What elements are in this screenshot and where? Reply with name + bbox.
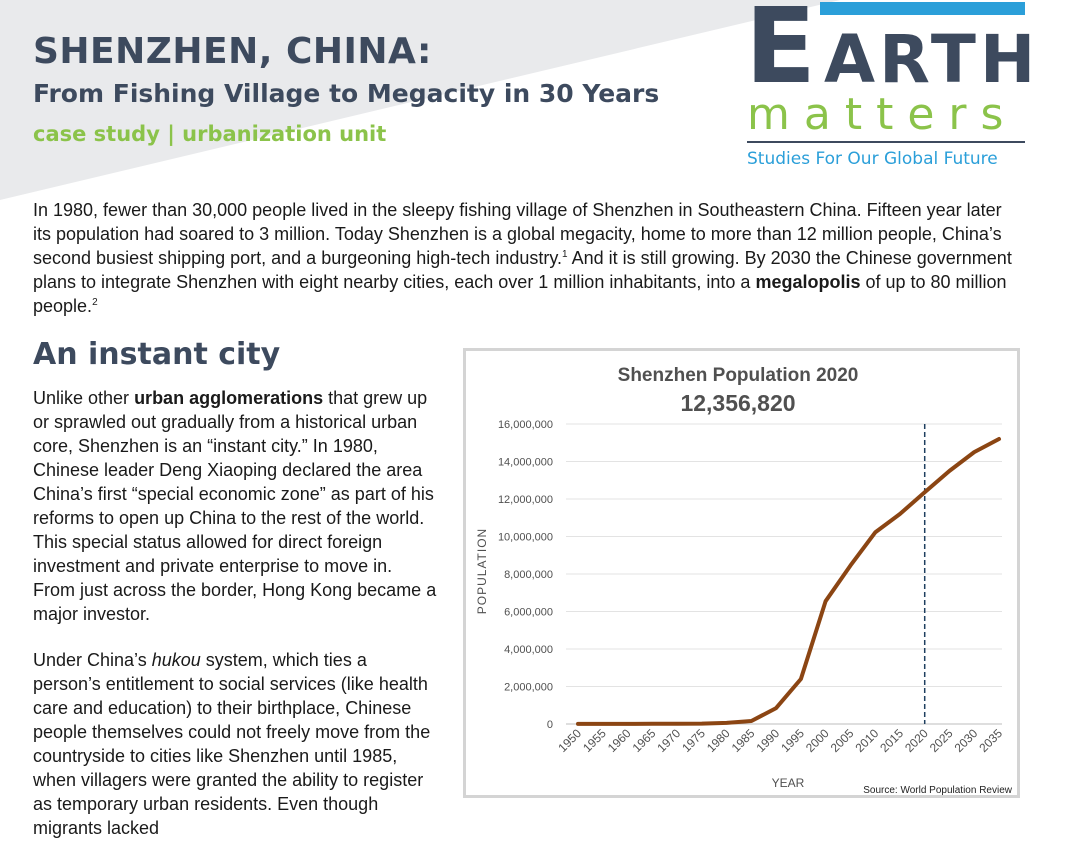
chart-gridlines xyxy=(566,424,1002,724)
x-tick-label: 2035 xyxy=(976,726,1006,756)
data-point xyxy=(824,600,827,603)
logo-subtitle: Studies For Our Global Future xyxy=(747,149,998,169)
urban-agglomerations-term: urban agglomerations xyxy=(134,388,324,408)
data-point xyxy=(700,722,703,725)
y-tick-label: 0 xyxy=(546,719,553,731)
body-paragraph-2 xyxy=(33,648,438,840)
x-tick-label: 2020 xyxy=(902,726,931,756)
x-tick-label: 1975 xyxy=(679,726,708,756)
data-point xyxy=(775,707,778,710)
population-chart xyxy=(463,348,1020,798)
x-tick-label: 1985 xyxy=(728,726,758,756)
data-point xyxy=(898,513,901,516)
body-paragraph-1 xyxy=(33,386,438,626)
section-title: An instant city xyxy=(33,337,281,372)
y-tick-label: 2,000,000 xyxy=(504,681,553,694)
x-tick-label: 1970 xyxy=(654,726,684,756)
logo-big-letter: E xyxy=(745,0,817,107)
data-point xyxy=(577,722,580,725)
logo-word-rest: ARTH xyxy=(824,21,1040,98)
x-tick-label: 2005 xyxy=(827,726,857,756)
chart-subtitle: 12,356,820 xyxy=(680,390,796,416)
footnote-2: 2 xyxy=(92,297,98,308)
y-tick-label: 12,000,000 xyxy=(497,494,553,506)
x-axis-label: YEAR xyxy=(771,776,805,790)
data-point xyxy=(998,438,1001,441)
data-point xyxy=(725,721,728,724)
x-tick-label: 1960 xyxy=(604,726,634,756)
y-axis-label: POPULATION xyxy=(475,527,489,615)
y-tick-label: 14,000,000 xyxy=(497,456,553,469)
data-point xyxy=(601,722,604,725)
y-tick-label: 8,000,000 xyxy=(504,569,553,581)
p1-text-2: that grew up or sprawled out gradually from a historical urban core, Shenzhen is an “instant city.” In 1980, Chinese leader Deng Xiaoping declared the area China’s first “special economic zone” as part of his reforms to open up China to the rest of the world. This special status allowed for direct foreign investment and private enterprise to move in. From just across the border, Hong Kong became a major investor. xyxy=(33,388,437,624)
page-subtitle: From Fishing Village to Megacity in 30 Years xyxy=(33,79,660,108)
data-point xyxy=(948,469,951,472)
logo-accent-bar xyxy=(820,2,1025,15)
hukou-term: hukou xyxy=(151,650,201,670)
y-tick-label: 6,000,000 xyxy=(504,606,553,619)
page-title: SHENZHEN, CHINA: xyxy=(33,31,432,72)
data-point xyxy=(651,722,654,725)
population-chart-svg xyxy=(466,351,1017,795)
data-point xyxy=(676,722,679,725)
intro-text-3: of up to 80 million people. xyxy=(33,272,1007,316)
p2-text-1: Under China’s xyxy=(33,650,152,670)
data-point xyxy=(874,531,877,534)
case-study-tagline: case study | urbanization unit xyxy=(33,122,387,146)
intro-text-2: And it is still growing. By 2030 the Chinese government plans to integrate Shenzhen with eight nearby cities, each over 1 million inhabitants, into a xyxy=(33,248,1012,292)
megalopolis-term: megalopolis xyxy=(755,272,861,292)
footnote-1: 1 xyxy=(562,249,568,260)
logo-matters: matters xyxy=(747,89,1018,140)
data-point xyxy=(750,720,753,723)
data-point xyxy=(849,564,852,567)
x-tick-label: 1955 xyxy=(580,726,609,756)
p1-text-1: Unlike other xyxy=(33,388,135,408)
intro-paragraph xyxy=(33,198,1023,318)
y-tick-label: 4,000,000 xyxy=(504,644,553,656)
p2-text-2: system, which ties a person’s entitlement to social services (like health care and education) to their birthplace, Chinese people themselves could not freely move from the countryside to cities like Shenzhen until 1985, when villagers were granted the ability to register as temporary urban residents. Even though migrants lacked xyxy=(33,650,431,838)
earth-matters-logo xyxy=(745,0,1040,175)
logo-divider xyxy=(747,141,1025,143)
population-series-line xyxy=(578,439,999,724)
data-point xyxy=(799,678,802,681)
x-tick-label: 2010 xyxy=(852,726,882,756)
x-tick-label: 2030 xyxy=(951,726,981,756)
y-tick-label: 16,000,000 xyxy=(497,419,553,431)
x-tick-label: 1950 xyxy=(555,726,585,756)
x-axis-ticks xyxy=(555,726,1005,755)
intro-text-1: In 1980, fewer than 30,000 people lived in the sleepy fishing village of Shenzhen in Southeastern China. Fifteen year later its population had soared to 3 million. Today Shenzhen is a global megacity, home to more than 12 million people, China’s second busiest shipping port, and a burgeoning high-tech industry. xyxy=(33,200,1002,268)
x-tick-label: 2015 xyxy=(877,726,907,756)
y-tick-label: 10,000,000 xyxy=(497,531,553,544)
chart-source: Source: World Population Review xyxy=(863,785,1012,795)
x-tick-label: 1980 xyxy=(703,726,733,756)
data-point xyxy=(923,491,926,494)
x-tick-label: 1995 xyxy=(778,726,808,756)
x-tick-label: 1965 xyxy=(629,726,659,756)
chart-title: Shenzhen Population 2020 xyxy=(617,365,859,386)
x-tick-label: 2000 xyxy=(802,726,832,756)
data-point xyxy=(973,451,976,454)
x-tick-label: 1990 xyxy=(753,726,783,756)
x-tick-label: 2025 xyxy=(926,726,956,756)
y-axis-ticks xyxy=(498,419,553,731)
data-point xyxy=(626,722,629,725)
